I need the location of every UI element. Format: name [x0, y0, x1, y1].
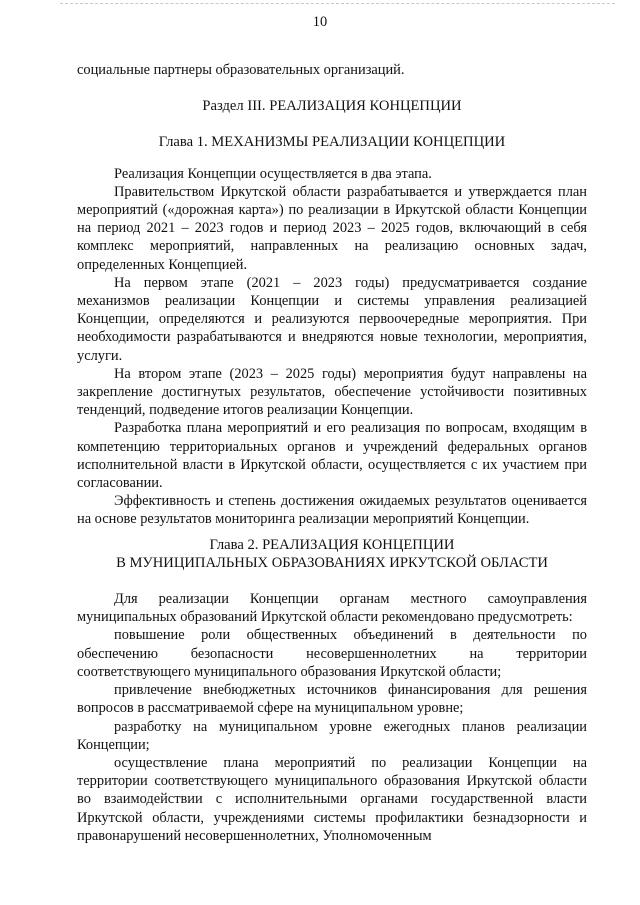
- section-heading: Раздел III. РЕАЛИЗАЦИЯ КОНЦЕПЦИИ: [202, 98, 462, 115]
- chapter-heading-1: Глава 1. МЕХАНИЗМЫ РЕАЛИЗАЦИИ КОНЦЕПЦИИ: [158, 134, 506, 151]
- list-item-funding: привлечение внебюджетных источников финансирования для решения вопросов в рассматриваемой сфере на муниципальном уровне;: [77, 682, 587, 717]
- document-body: [77, 61, 587, 845]
- page-number: 10: [312, 14, 328, 30]
- chapter-heading-2-line-1: Глава 2. РЕАЛИЗАЦИЯ КОНЦЕПЦИИ: [209, 536, 455, 553]
- list-item-public-associations: повышение роли общественных объединений в деятельности по обеспечению безопасности несовершеннолетних на территории соответствующего муниципального образования Иркутской области;: [77, 627, 587, 680]
- top-border: [60, 3, 615, 4]
- paragraph-stages: Реализация Концепции осуществляется в два этапа.: [114, 165, 432, 182]
- paragraph-first-stage: На первом этапе (2021 – 2023 годы) предусматривается создание механизмов реализации Концепции и системы управления реализацией Концепции, определяются и реализуются первоочередные мероприятия. При необходимости разрабатываются и внедряются новые технологии, мероприятия, услуги.: [77, 274, 587, 364]
- list-item-implementation: осуществление плана мероприятий по реализации Концепции на территории соответствующего муниципального образования Иркутской области во взаимодействии с исполнительными органами государственной власти Иркутской области, учреждениями системы профилактики безнадзорности и правонарушений несовершеннолетних, Уполномоченным: [77, 754, 587, 844]
- list-item-annual-plans: разработку на муниципальном уровне ежегодных планов реализации Концепции;: [77, 718, 587, 753]
- paragraph-plan: Правительством Иркутской области разрабатывается и утверждается план мероприятий («дорожная карта») по реализации в Иркутской области Концепции на период 2021 – 2023 годов и период 2023 – 2025 годов, включающий в себя комплекс мероприятий, направленных на реализацию основных задач, определенных Концепцией.: [77, 183, 587, 273]
- paragraph-second-stage: На втором этапе (2023 – 2025 годы) мероприятия будут направлены на закрепление достигнутых результатов, обеспечение устойчивости позитивных тенденций, подведение итогов реализации Концепции.: [77, 365, 587, 419]
- paragraph-plan-development: Разработка плана мероприятий и его реализация по вопросам, входящим в компетенцию территориальных органов и учреждений федеральных органов исполнительной власти в Иркутской области, осуществляется с их участием при согласовании.: [77, 420, 587, 492]
- paragraph-effectiveness: Эффективность и степень достижения ожидаемых результатов оценивается на основе результатов мониторинга реализации мероприятий Концепции.: [77, 493, 587, 528]
- paragraph-continuation: социальные партнеры образовательных организаций.: [77, 62, 405, 78]
- chapter-heading-2-line-2: В МУНИЦИПАЛЬНЫХ ОБРАЗОВАНИЯХ ИРКУТСКОЙ ОБЛАСТИ: [116, 554, 548, 571]
- paragraph-recommendations: Для реализации Концепции органам местного самоуправления муниципальных образований Иркутской области рекомендовано предусмотреть:: [77, 591, 587, 626]
